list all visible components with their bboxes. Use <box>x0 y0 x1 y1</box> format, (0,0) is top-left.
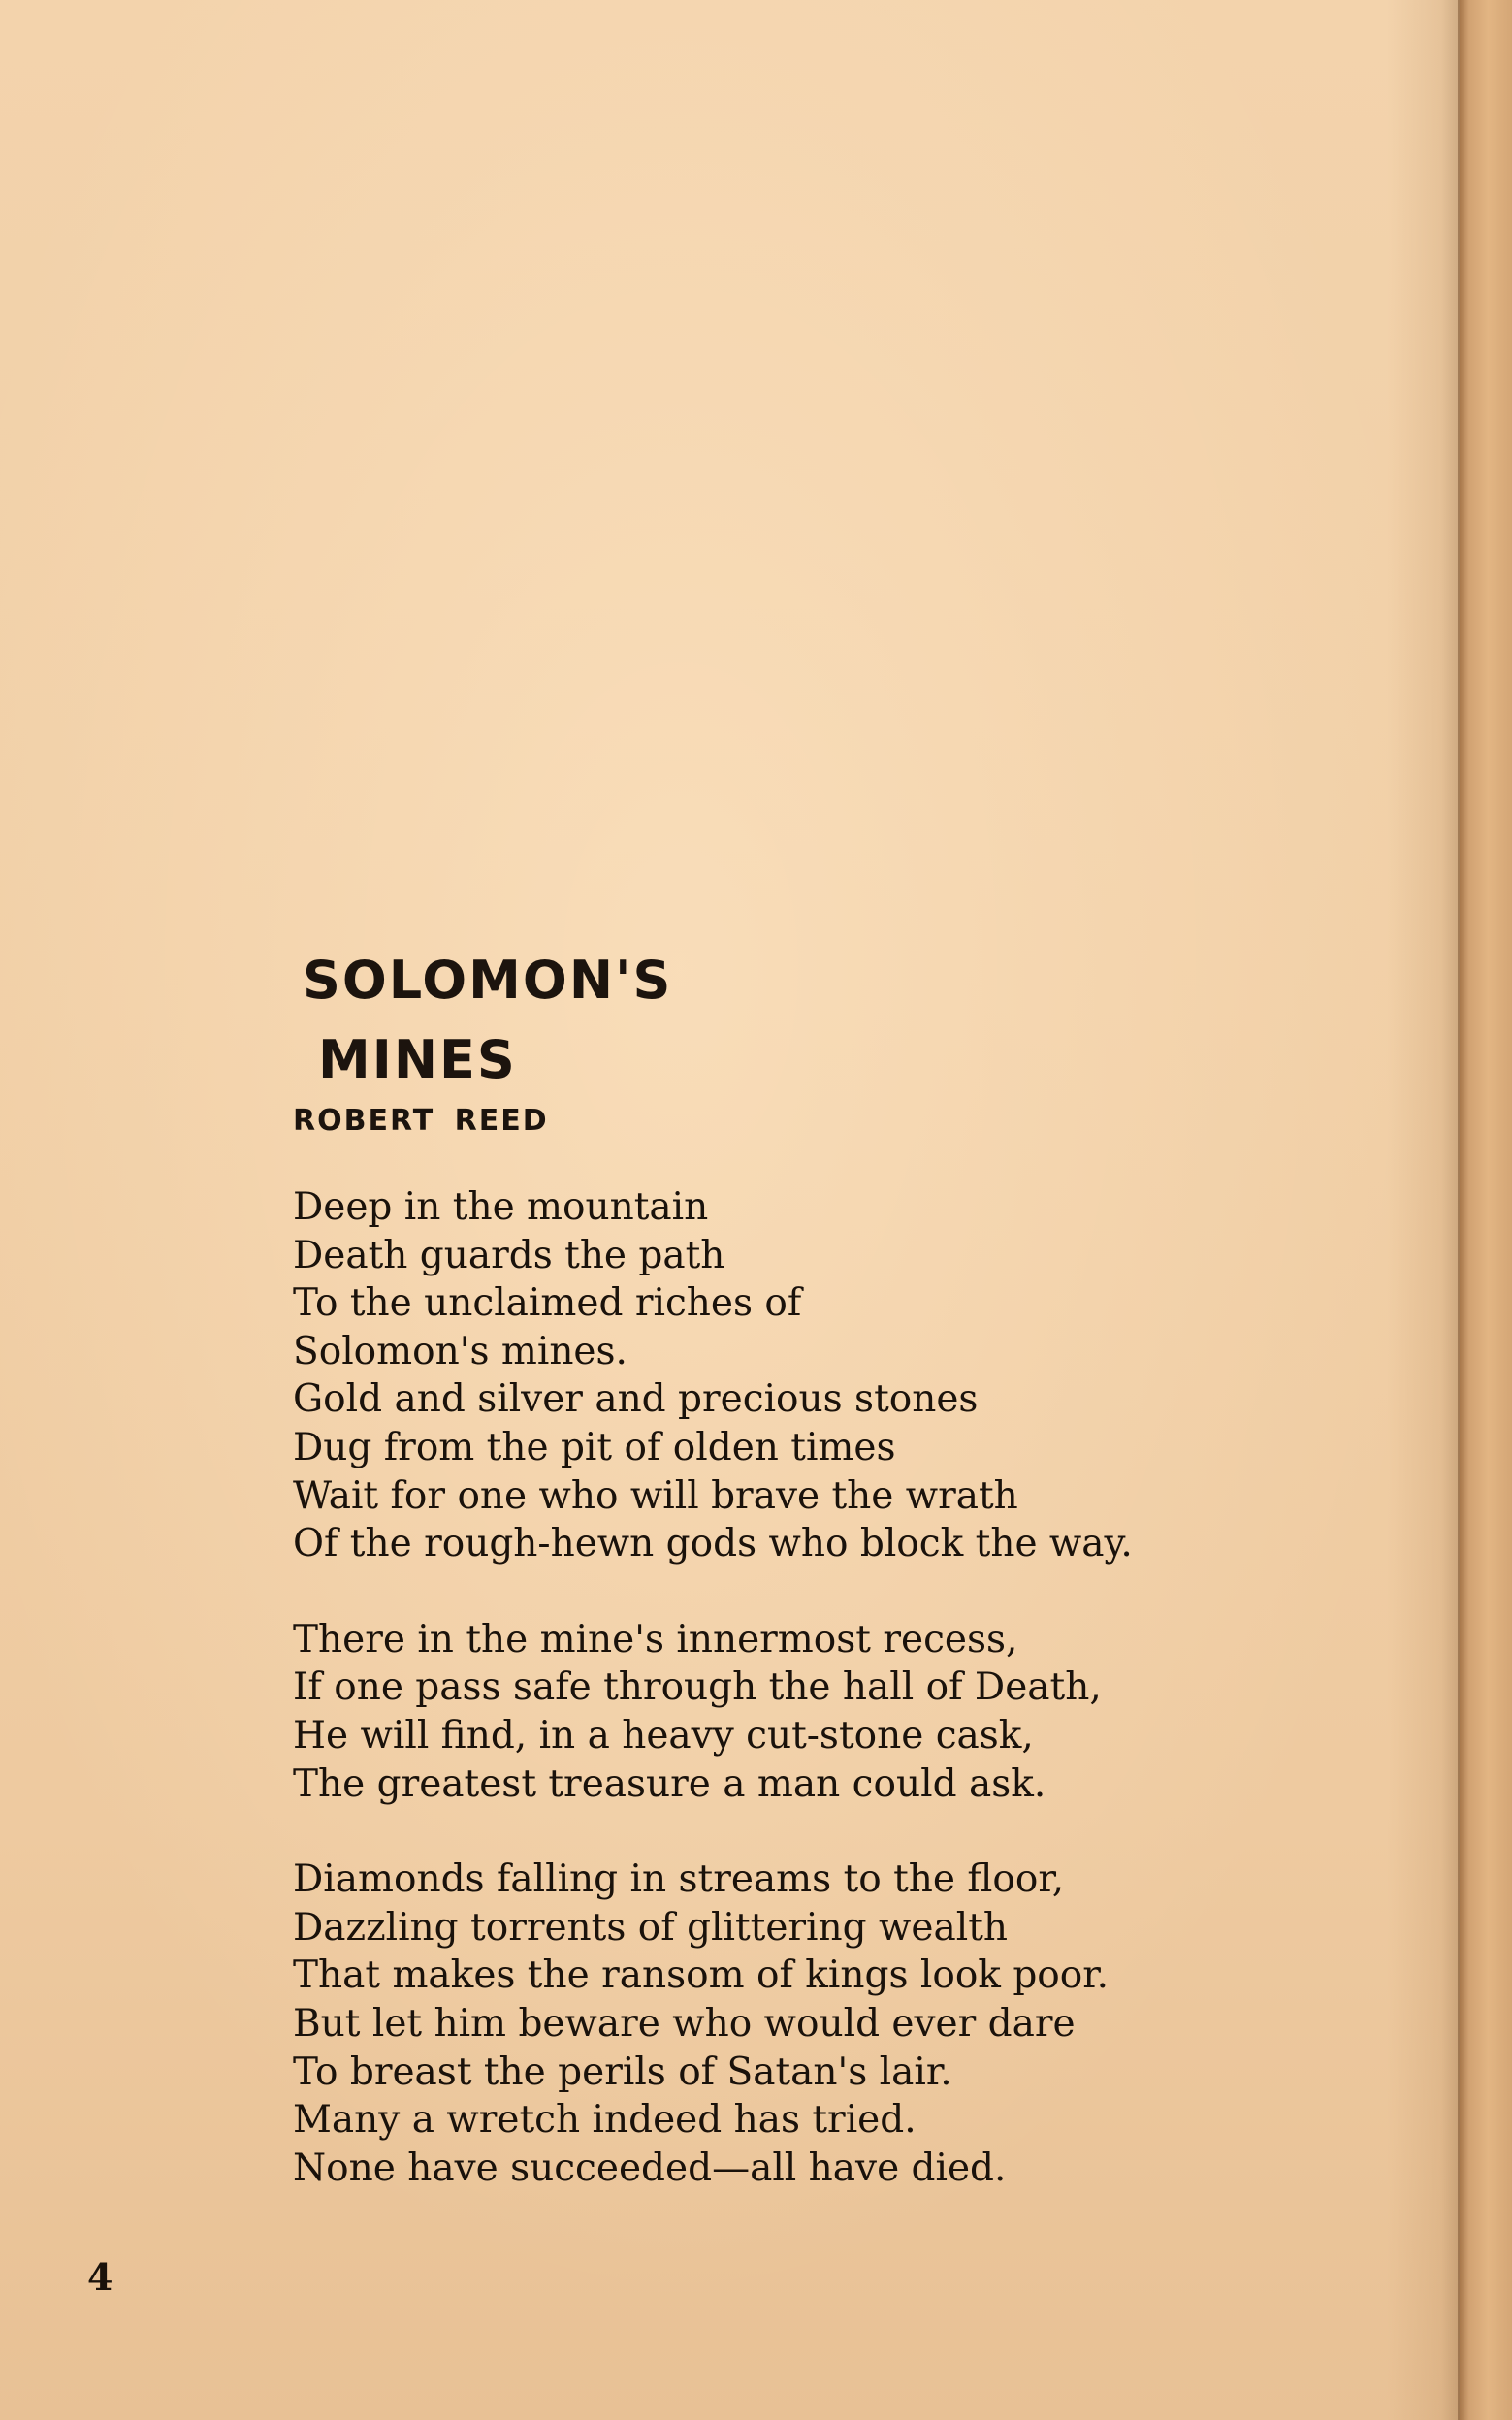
verse-line: There in the mine's innermost recess, <box>293 1617 1018 1662</box>
page-edge-shadow <box>1387 0 1464 2420</box>
verse-line: That makes the ransom of kings look poor. <box>293 1953 1110 1998</box>
page-number: 4 <box>87 2255 113 2299</box>
stanza-1 <box>293 1183 1379 1568</box>
stanza-2 <box>293 1616 1379 1808</box>
verse-line: Dug from the pit of olden times <box>293 1425 896 1469</box>
poem-title <box>303 941 846 1100</box>
poem-title-line-2: MINES <box>318 1029 517 1090</box>
verse-line: Wait for one who will brave the wrath <box>293 1473 1018 1518</box>
verse-line: Gold and silver and precious stones <box>293 1377 979 1422</box>
poem-body <box>293 1183 1379 2240</box>
verse-line: To the unclaimed riches of <box>293 1281 802 1326</box>
verse-line: Dazzling torrents of glittering wealth <box>293 1905 1008 1950</box>
stanza-3 <box>293 1855 1379 2192</box>
verse-line: Diamonds falling in streams to the floor, <box>293 1857 1065 1902</box>
verse-line: None have succeeded—all have died. <box>293 2146 1007 2190</box>
verse-line: Death guards the path <box>293 1233 725 1277</box>
poem-title-line-1: SOLOMON'S <box>303 950 673 1011</box>
verse-line: But let him beware who would ever dare <box>293 2001 1076 2046</box>
verse-line: Of the rough-hewn gods who block the way. <box>293 1522 1133 1566</box>
verse-line: If one pass safe through the hall of Death, <box>293 1665 1102 1710</box>
verse-line: Deep in the mountain <box>293 1185 709 1229</box>
next-page-edge <box>1460 0 1512 2420</box>
verse-line: To breast the perils of Satan's lair. <box>293 2049 952 2094</box>
verse-line: Many a wretch indeed has tried. <box>293 2098 917 2143</box>
poem-author: ROBERT REED <box>293 1104 549 1138</box>
verse-line: The greatest treasure a man could ask. <box>293 1761 1046 1806</box>
verse-line: He will find, in a heavy cut-stone cask, <box>293 1713 1034 1758</box>
verse-line: Solomon's mines. <box>293 1329 627 1373</box>
